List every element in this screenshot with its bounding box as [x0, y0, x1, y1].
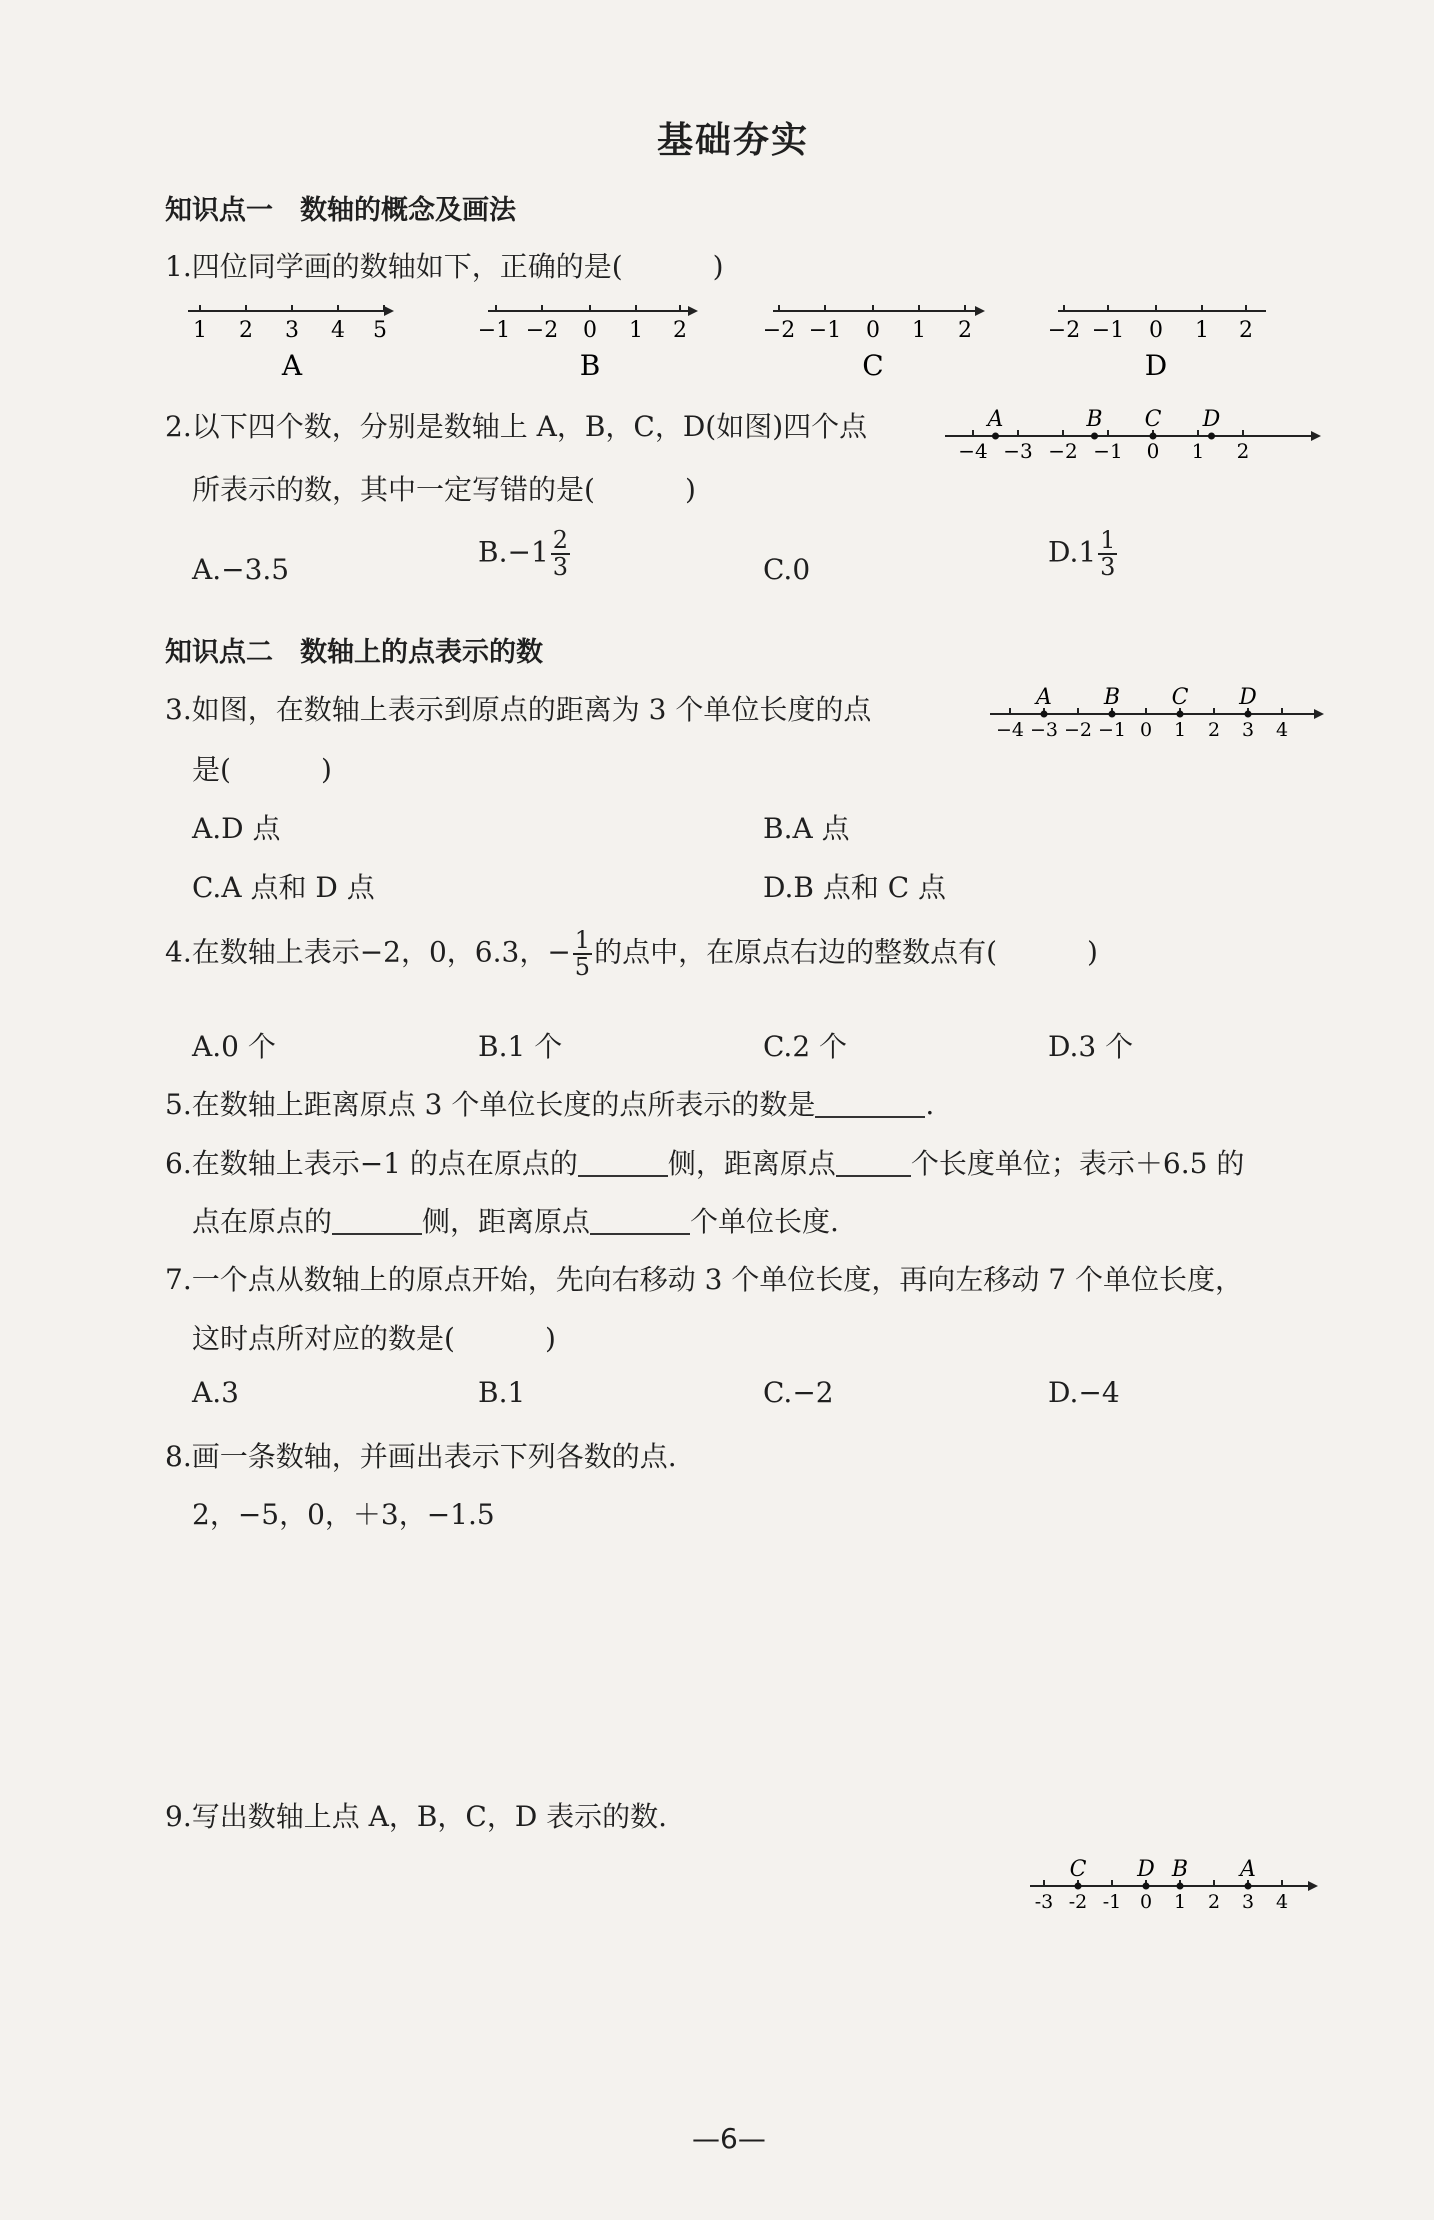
point-label-b: B: [1086, 407, 1103, 432]
tick-label: -2: [1068, 1891, 1088, 1913]
q3-number-line: [990, 676, 1330, 746]
tick-label: −1: [1091, 318, 1125, 343]
tick-label: 2: [1239, 318, 1253, 343]
question-7-line-1: 7.一个点从数轴上的原点开始，先向右移动 3 个单位长度，再向左移动 7 个单位长度，: [165, 1263, 1243, 1296]
question-6-part: 个长度单位；表示＋6.5 的: [910, 1147, 1245, 1180]
q9-number-line: [1030, 1848, 1330, 1918]
question-7-close: ): [544, 1322, 556, 1355]
q4-option-c: C.2 个: [763, 1030, 848, 1063]
point-a: [1245, 1883, 1252, 1890]
tick-label: 5: [373, 318, 387, 343]
q2-option-b: [478, 528, 572, 580]
question-6-line-2: [192, 1200, 839, 1240]
question-2-close: ): [684, 473, 696, 506]
point-label-c: C: [1171, 685, 1189, 710]
tick-label: 0: [1139, 1891, 1153, 1913]
tick-label: 4: [1275, 1891, 1289, 1913]
question-6-part: 个单位长度.: [690, 1205, 839, 1238]
question-2-line-2: [192, 468, 696, 508]
q2-option-d: [1048, 528, 1119, 580]
q4-option-a: A.0 个: [192, 1030, 276, 1063]
tick-label: 2: [1207, 719, 1221, 741]
fraction-denominator: 3: [552, 553, 569, 582]
tick-label: 4: [1275, 719, 1289, 741]
option-label: D: [1144, 349, 1168, 382]
question-4: [165, 928, 1098, 980]
question-3-line-1: 3.如图，在数轴上表示到原点的距离为 3 个单位长度的点: [165, 693, 872, 726]
q1-axis-d: [1040, 295, 1280, 385]
tick-label: 1: [193, 318, 207, 343]
tick-label: -3: [1034, 1891, 1054, 1913]
tick-label: 1: [629, 318, 643, 343]
tick-label: 2: [239, 318, 253, 343]
tick-label: 1: [1173, 1891, 1187, 1913]
question-8-line-1: 8.画一条数轴，并画出表示下列各数的点.: [165, 1440, 677, 1473]
point-label-c: C: [1144, 407, 1162, 432]
q1-axis-a: [180, 295, 410, 385]
tick-label: 1: [1195, 318, 1209, 343]
section-heading-1: 知识点一 数轴的概念及画法: [165, 195, 516, 226]
answer-blank[interactable]: [578, 1147, 668, 1177]
fraction-denominator: 5: [574, 953, 591, 982]
tick-label: 2: [673, 318, 687, 343]
tick-label: 1: [912, 318, 926, 343]
fraction-numerator: 1: [1100, 526, 1116, 554]
tick-label: 0: [1146, 439, 1160, 463]
tick-label: -1: [1102, 1891, 1122, 1913]
answer-blank[interactable]: [815, 1088, 925, 1118]
question-1: [165, 245, 724, 285]
q1-axis-b: [470, 295, 710, 385]
point-label-b: B: [1103, 685, 1121, 710]
question-1-text: 1.四位同学画的数轴如下，正确的是(: [165, 250, 623, 283]
page-title: 基础夯实: [657, 120, 810, 161]
tick-label: 2: [1236, 439, 1250, 463]
question-8-line-2: 2，−5，0，＋3，−1.5: [192, 1498, 495, 1531]
tick-label: 0: [866, 318, 880, 343]
q2-option-a: A.−3.5: [192, 553, 290, 586]
point-d: [1245, 711, 1252, 718]
answer-blank[interactable]: [332, 1205, 422, 1235]
tick-label: 3: [285, 318, 299, 343]
question-3-text: 是(: [192, 753, 231, 786]
point-label-d: D: [1202, 407, 1221, 432]
point-label-d: D: [1137, 1857, 1155, 1882]
tick-label: 2: [1207, 1891, 1221, 1913]
q1-axis-c: [755, 295, 995, 385]
question-2-line-1: 2.以下四个数，分别是数轴上 A，B，C，D(如图)四个点: [165, 410, 868, 443]
question-3-line-2: [192, 748, 332, 788]
tick-label: −3: [1003, 439, 1033, 463]
q3-option-a: A.D 点: [192, 812, 281, 845]
q3-option-b: B.A 点: [763, 812, 850, 845]
section-heading-2: 知识点二 数轴上的点表示的数: [165, 637, 543, 668]
point-d: [1143, 1883, 1150, 1890]
point-b: [1091, 433, 1098, 440]
option-label: C: [862, 349, 884, 382]
point-b: [1177, 1883, 1184, 1890]
tick-label: −1: [1093, 439, 1123, 463]
tick-label: −2: [525, 318, 559, 343]
question-7-line-2: [192, 1317, 556, 1357]
q2-option-d-prefix: D.1: [1048, 535, 1097, 569]
q4-option-d: D.3 个: [1048, 1030, 1134, 1063]
question-9: 9.写出数轴上点 A，B，C，D 表示的数.: [165, 1800, 668, 1833]
q7-option-a: A.3: [192, 1376, 239, 1409]
fraction-numerator: 1: [574, 926, 591, 954]
page-number: —6—: [692, 2122, 766, 2155]
q2-number-line: [945, 398, 1325, 468]
tick-label: −1: [477, 318, 511, 343]
question-7-text: 这时点所对应的数是(: [192, 1322, 455, 1355]
option-label: B: [579, 349, 601, 382]
question-4-close: ): [1087, 935, 1098, 969]
tick-label: −4: [958, 439, 988, 463]
tick-label: −1: [1097, 719, 1127, 741]
tick-label: −2: [762, 318, 796, 343]
tick-label: 0: [583, 318, 597, 343]
answer-blank[interactable]: [590, 1205, 690, 1235]
fraction-numerator: 2: [552, 526, 569, 554]
q3-option-c: C.A 点和 D 点: [192, 871, 375, 904]
tick-label: 0: [1139, 719, 1153, 741]
answer-blank[interactable]: [836, 1147, 911, 1177]
point-c: [1150, 433, 1157, 440]
tick-label: 3: [1241, 1891, 1255, 1913]
point-label-d: D: [1239, 685, 1257, 710]
point-c: [1177, 711, 1184, 718]
point-label-a: A: [987, 407, 1004, 432]
tick-label: 1: [1173, 719, 1187, 741]
tick-label: −2: [1048, 439, 1078, 463]
point-a: [1041, 711, 1048, 718]
tick-label: 3: [1241, 719, 1255, 741]
tick-label: 2: [958, 318, 972, 343]
q7-option-b: B.1: [478, 1376, 526, 1409]
point-label-c: C: [1069, 1857, 1087, 1882]
q7-option-c: C.−2: [763, 1376, 834, 1409]
question-5-text: 5.在数轴上距离原点 3 个单位长度的点所表示的数是: [165, 1088, 816, 1121]
tick-label: −1: [808, 318, 842, 343]
q2-option-c: C.0: [763, 553, 811, 586]
question-5-end: .: [925, 1088, 935, 1121]
q2-option-b-prefix: B.−1: [478, 535, 549, 569]
question-6-part: 点在原点的: [192, 1205, 333, 1238]
question-6-line-1: [165, 1142, 1244, 1182]
tick-label: −3: [1029, 719, 1059, 741]
question-6-part: 6.在数轴上表示−1 的点在原点的: [165, 1147, 578, 1180]
point-b: [1109, 711, 1116, 718]
tick-label: −2: [1047, 318, 1081, 343]
tick-label: −2: [1063, 719, 1093, 741]
question-4-suffix: 的点中，在原点右边的整数点有(: [594, 935, 998, 969]
q3-option-d: D.B 点和 C 点: [763, 871, 947, 904]
point-d: [1208, 433, 1215, 440]
q7-option-d: D.−4: [1048, 1376, 1120, 1409]
point-label-a: A: [1036, 685, 1052, 710]
tick-label: 0: [1149, 318, 1163, 343]
option-label: A: [281, 349, 303, 382]
point-label-a: A: [1240, 1857, 1256, 1882]
fraction-denominator: 3: [1100, 553, 1116, 582]
question-4-prefix: 4.在数轴上表示−2，0，6.3，−: [165, 935, 571, 969]
point-c: [1075, 1883, 1082, 1890]
point-a: [992, 433, 999, 440]
question-2-text: 所表示的数，其中一定写错的是(: [192, 473, 595, 506]
point-label-b: B: [1171, 1857, 1189, 1882]
q4-option-b: B.1 个: [478, 1030, 563, 1063]
tick-label: 4: [331, 318, 345, 343]
question-6-part: 侧，距离原点: [422, 1205, 591, 1238]
question-5: [165, 1083, 934, 1123]
question-6-part: 侧，距离原点: [667, 1147, 836, 1180]
tick-label: −4: [995, 719, 1025, 741]
question-3-close: ): [320, 753, 332, 786]
question-1-close: ): [712, 250, 724, 283]
tick-label: 1: [1191, 439, 1205, 463]
